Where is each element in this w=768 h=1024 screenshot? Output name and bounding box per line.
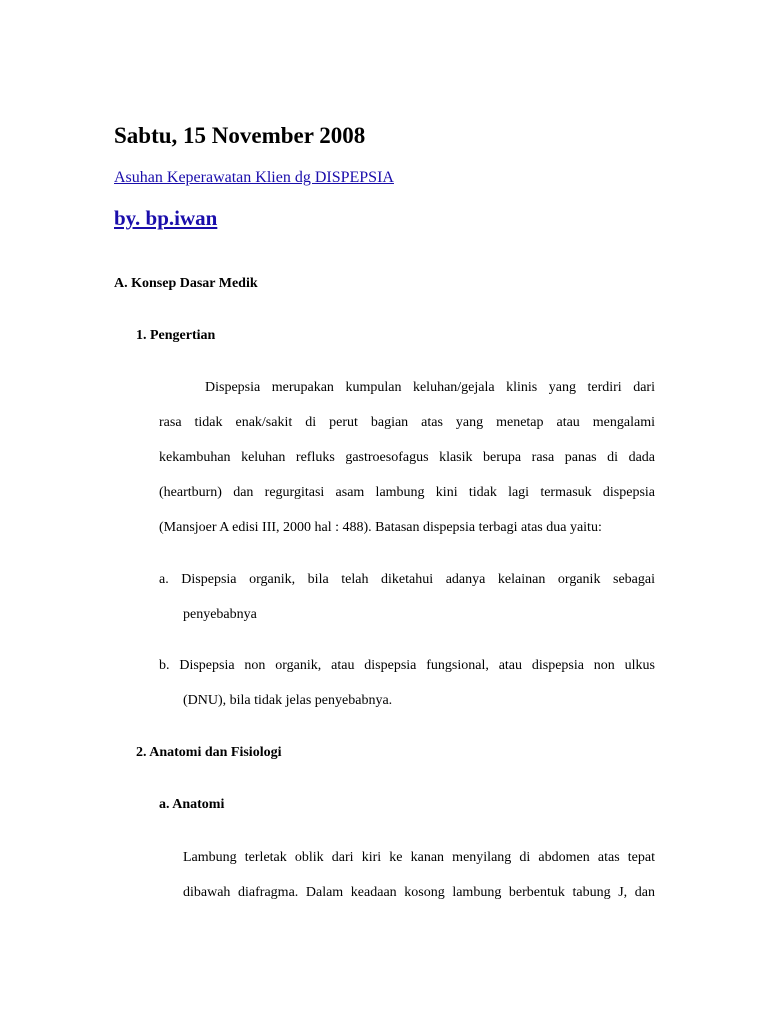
list-item-organik	[159, 562, 655, 632]
list-item-non-organik	[159, 648, 655, 718]
subsection-heading-anatomi-fisiologi: 2. Anatomi dan Fisiologi	[136, 745, 282, 760]
list-item-line: (DNU), bila tidak jelas penyebabnya.	[183, 693, 393, 708]
post-title-link[interactable]: Asuhan Keperawatan Klien dg DISPEPSIA	[114, 169, 394, 186]
paragraph-line: (heartburn) dan regurgitasi asam lambung kini tidak lagi termasuk dispepsia	[159, 485, 655, 500]
paragraph-pengertian	[159, 370, 655, 545]
subsection-heading-anatomi: a. Anatomi	[159, 797, 225, 812]
author-link[interactable]: by. bp.iwan	[114, 206, 218, 230]
paragraph-line: kekambuhan keluhan refluks gastroesofagus klasik berupa rasa panas di dada	[159, 450, 655, 465]
section-heading-a: A. Konsep Dasar Medik	[114, 276, 258, 291]
subsection-heading-pengertian: 1. Pengertian	[136, 328, 216, 343]
paragraph-anatomi	[183, 840, 655, 910]
paragraph-line: Lambung terletak oblik dari kiri ke kanan menyilang di abdomen atas tepat	[183, 850, 655, 865]
post-date-title: Sabtu, 15 November 2008	[114, 123, 366, 148]
list-item-line: penyebabnya	[183, 607, 257, 622]
paragraph-line: Dispepsia merupakan kumpulan keluhan/gejala klinis yang terdiri dari	[205, 380, 655, 395]
paragraph-line: dibawah diafragma. Dalam keadaan kosong lambung berbentuk tabung J, dan	[183, 885, 655, 900]
list-item-line: a. Dispepsia organik, bila telah diketahui adanya kelainan organik sebagai	[159, 572, 655, 587]
paragraph-line: rasa tidak enak/sakit di perut bagian atas yang menetap atau mengalami	[159, 415, 655, 430]
paragraph-line: (Mansjoer A edisi III, 2000 hal : 488). Batasan dispepsia terbagi atas dua yaitu:	[159, 520, 602, 535]
list-item-line: b. Dispepsia non organik, atau dispepsia fungsional, atau dispepsia non ulkus	[159, 658, 655, 673]
